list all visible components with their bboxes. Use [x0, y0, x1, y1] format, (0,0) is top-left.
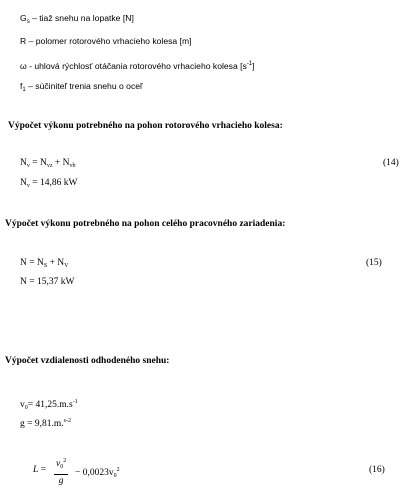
value-g: g = 9,81.m.$^{s-2}$ — [20, 418, 71, 429]
definition-r: R – polomer rotorového vrhacieho kolesa [m] — [20, 36, 192, 46]
section-heading-total-power: Výpočet výkonu potrebného na pohon celého pracovného zariadenia: — [5, 219, 286, 229]
result-n: N = 15,37 kW — [20, 277, 75, 287]
fraction-denominator: g — [58, 476, 64, 486]
section-heading-throw-distance: Výpočet vzdialenosti odhodeného snehu: — [5, 356, 170, 366]
equation-16-rhs: − $0,0023v_0^2$ — [75, 467, 120, 479]
definition-f1: $f_1$ – súčiniteľ trenia snehu o oceľ — [20, 81, 143, 93]
definition-omega: ω - uhlová rýchlosť otáčania rotorového vrhacieho kolesa $[s^{-1}]$ — [20, 61, 255, 71]
equation-number-16: (16) — [369, 465, 385, 475]
result-nv: $N_v = 14,86$ kW — [20, 178, 78, 189]
value-v0: $v_0= 41,25.m.s^{-1}$ — [20, 399, 78, 411]
equation-14: $N_v = N_{vz} + N_{vb}$ — [20, 158, 76, 169]
equation-16-lhs: L = — [33, 465, 47, 475]
fraction-numerator: $v_0^2$ — [54, 456, 68, 475]
equation-number-15: (15) — [366, 258, 382, 268]
equation-number-14: (14) — [383, 158, 399, 168]
equation-16-fraction — [54, 456, 68, 487]
equation-15: $N = N_S + N_V$ — [20, 258, 69, 269]
definition-gs: $G_s$ – tiaž snehu na lopatke [N] — [20, 13, 134, 25]
section-heading-rotor-power: Výpočet výkonu potrebného na pohon rotorového vrhacieho kolesa: — [8, 121, 283, 131]
